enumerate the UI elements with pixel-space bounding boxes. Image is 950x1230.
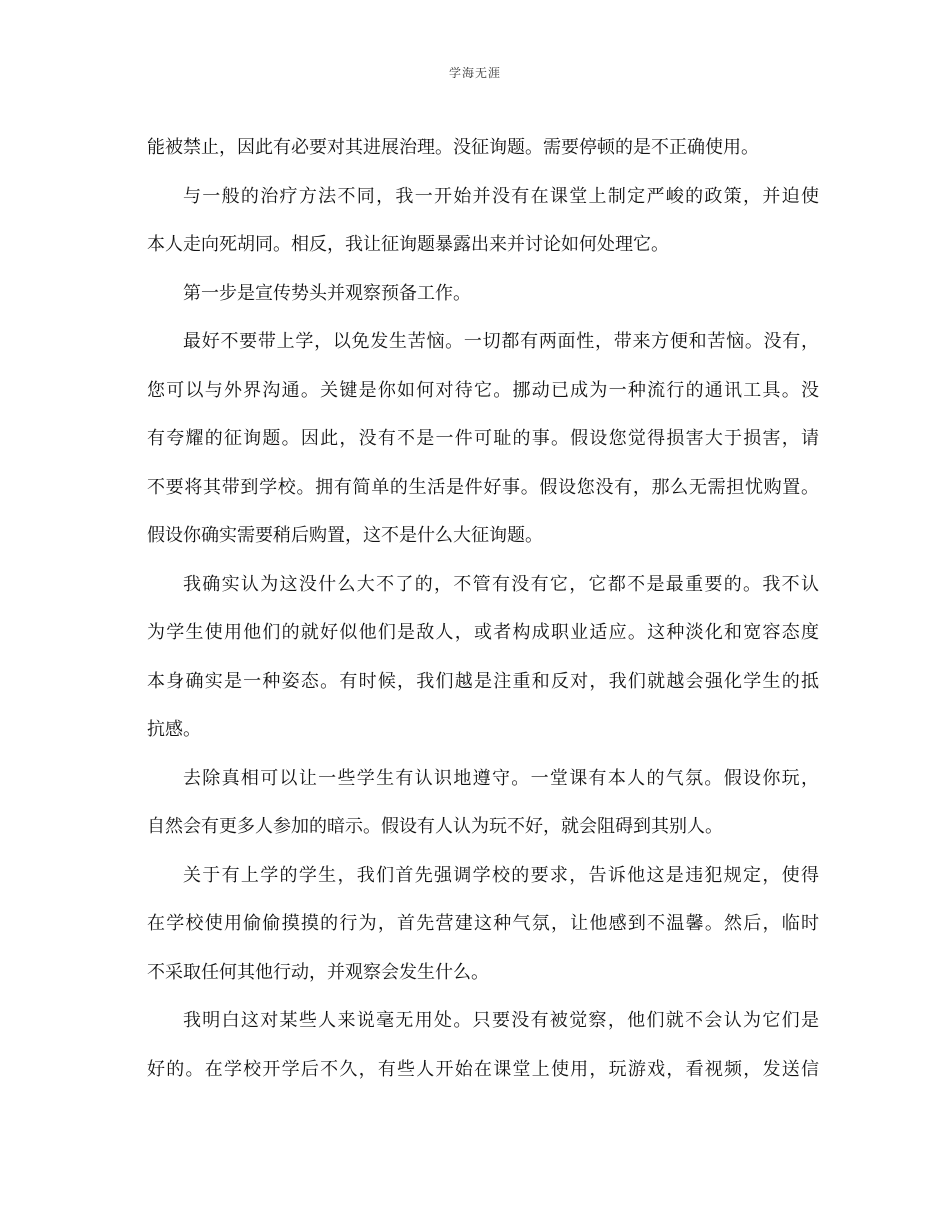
text-line: 能被禁止，因此有必要对其进展治理。没征询题。需要停顿的是不正确使用。 (147, 137, 759, 158)
text-line: 在学校使用偷偷摸摸的行为，首先营建这种气氛，让他感到不温馨。然后，临时 (147, 913, 819, 934)
text-line: 假设你确实需要稍后购置，这不是什么大征询题。 (147, 525, 543, 546)
text-line: 最好不要带上学，以免发生苦恼。一切都有两面性，带来方便和苦恼。没有， (183, 331, 819, 352)
text-line: 关于有上学的学生，我们首先强调学校的要求，告诉他这是违犯规定，使得 (183, 864, 819, 886)
text-line: 不采取任何其他行动，并观察会发生什么。 (147, 961, 489, 983)
document-body (147, 124, 819, 1094)
text-line: 与一般的治疗方法不同，我一开始并没有在课堂上制定严峻的政策，并迫使 (183, 185, 819, 207)
text-line: 去除真相可以让一些学生有认识地遵守。一堂课有本人的气氛。假设你玩， (183, 767, 819, 789)
text-line: 不要将其带到学校。拥有简单的生活是件好事。假设您没有，那么无需担忧购置。 (147, 476, 819, 498)
text-line: 我明白这对某些人来说毫无用处。只要没有被觉察，他们就不会认为它们是 (183, 1010, 819, 1031)
text-line: 本身确实是一种姿态。有时候，我们越是注重和反对，我们就越会强化学生的抵 (147, 670, 819, 692)
text-line: 为学生使用他们的就好似他们是敌人，或者构成职业适应。这种淡化和宽容态度 (147, 622, 819, 643)
text-line: 抗感。 (147, 719, 201, 740)
text-line: 有夸耀的征询题。因此，没有不是一件可耻的事。假设您觉得损害大于损害，请 (147, 428, 819, 449)
text-line: 第一步是宣传势头并观察预备工作。 (183, 282, 471, 304)
text-line: 自然会有更多人参加的暗示。假设有人认为玩不好，就会阻碍到其别人。 (147, 816, 723, 837)
text-line: 本人走向死胡同。相反，我让征询题暴露出来并讨论如何处理它。 (147, 234, 669, 255)
text-line: 好的。在学校开学后不久，有些人开始在课堂上使用，玩游戏，看视频，发送信 (147, 1058, 819, 1080)
text-line: 您可以与外界沟通。关键是你如何对待它。挪动已成为一种流行的通讯工具。没 (147, 379, 819, 401)
text-line: 我确实认为这没什么大不了的，不管有没有它，它都不是最重要的。我不认 (183, 573, 819, 595)
page-header: 学海无涯 (448, 66, 501, 80)
